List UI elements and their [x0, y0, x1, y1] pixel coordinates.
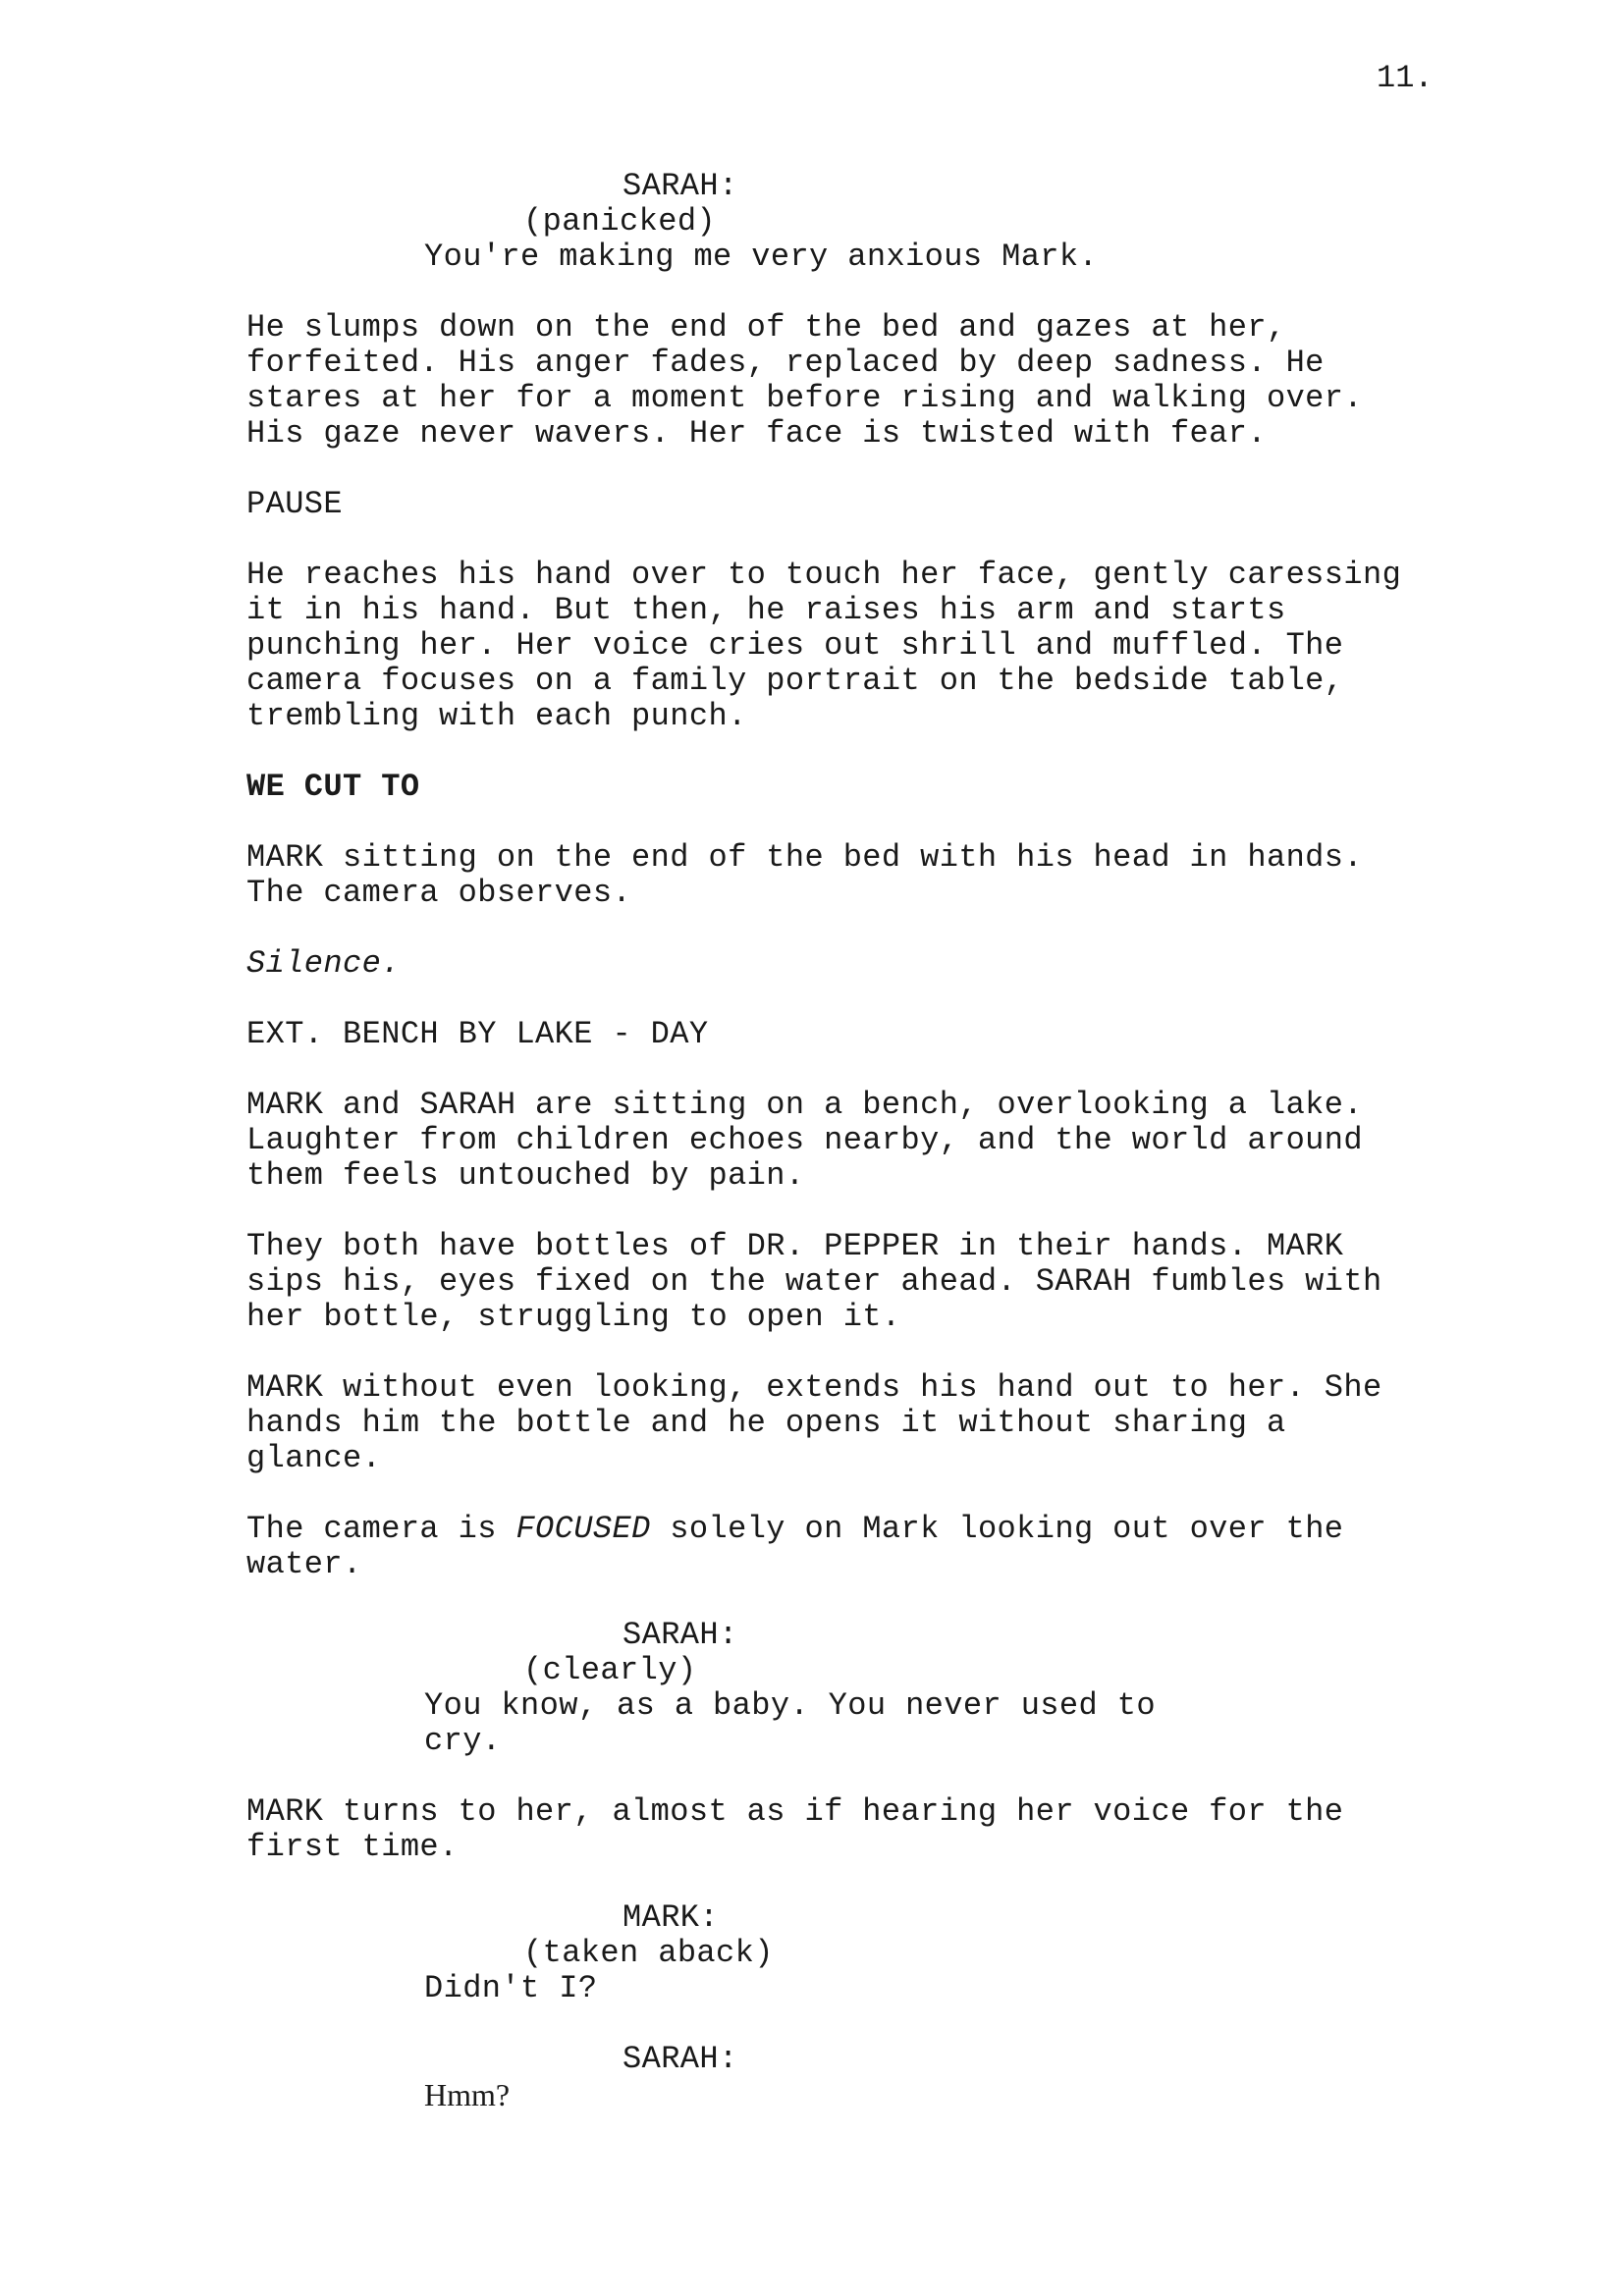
action-line	[246, 1512, 1343, 1547]
parenthetical: (panicked)	[523, 203, 717, 240]
action-line: Silence.	[246, 945, 401, 982]
parenthetical: (clearly)	[523, 1652, 697, 1688]
dialogue-line: Didn't I?	[424, 1970, 598, 2006]
action-line: MARK sitting on the end of the bed with his head in hands.	[246, 839, 1363, 876]
action-line: MARK without even looking, extends his hand out to her. She	[246, 1369, 1382, 1406]
scene-heading: EXT. BENCH BY LAKE - DAY	[246, 1016, 709, 1052]
action-line: her bottle, struggling to open it.	[246, 1299, 901, 1335]
action-line: hands him the bottle and he opens it without sharing a	[246, 1405, 1286, 1441]
action-text: The camera is	[246, 1511, 516, 1547]
character-name: SARAH:	[623, 168, 738, 204]
action-line: forfeited. His anger fades, replaced by deep sadness. He	[246, 345, 1325, 381]
action-line: The camera observes.	[246, 875, 632, 911]
action-line: MARK turns to her, almost as if hearing her voice for the	[246, 1793, 1344, 1830]
character-name: SARAH:	[623, 2041, 738, 2077]
character-name: MARK:	[623, 1899, 720, 1936]
action-line: stares at her for a moment before rising and walking over.	[246, 380, 1363, 416]
dialogue-line: cry.	[424, 1723, 502, 1759]
page-number: 11.	[1377, 60, 1434, 96]
dialogue-line: Hmm?	[424, 2077, 511, 2112]
action-line: PAUSE	[246, 486, 344, 522]
character-name: SARAH:	[623, 1617, 738, 1653]
parenthetical: (taken aback)	[523, 1935, 774, 1971]
action-line: water.	[246, 1546, 362, 1582]
action-line: His gaze never wavers. Her face is twisted with fear.	[246, 415, 1267, 452]
action-line: sips his, eyes fixed on the water ahead. SARAH fumbles with	[246, 1263, 1382, 1300]
action-line: it in his hand. But then, he raises his arm and starts	[246, 592, 1286, 628]
dialogue-line: You know, as a baby. You never used to	[424, 1687, 1156, 1724]
action-text: solely on Mark looking out over the	[650, 1511, 1344, 1547]
emphasized-text: FOCUSED	[515, 1511, 651, 1547]
action-line: Laughter from children echoes nearby, and the world around	[246, 1122, 1363, 1158]
dialogue-line: You're making me very anxious Mark.	[424, 239, 1099, 275]
action-line: first time.	[246, 1829, 459, 1865]
action-line: MARK and SARAH are sitting on a bench, overlooking a lake.	[246, 1087, 1363, 1123]
action-line: camera focuses on a family portrait on the bedside table,	[246, 663, 1344, 699]
action-line: them feels untouched by pain.	[246, 1157, 805, 1194]
action-line: trembling with each punch.	[246, 698, 747, 734]
action-line: punching her. Her voice cries out shrill and muffled. The	[246, 627, 1344, 664]
action-line: They both have bottles of DR. PEPPER in their hands. MARK	[246, 1228, 1344, 1264]
transition: WE CUT TO	[246, 769, 420, 805]
action-line: He reaches his hand over to touch her face, gently caressing	[246, 557, 1402, 593]
action-line: He slumps down on the end of the bed and gazes at her,	[246, 309, 1286, 346]
action-line: glance.	[246, 1440, 382, 1476]
